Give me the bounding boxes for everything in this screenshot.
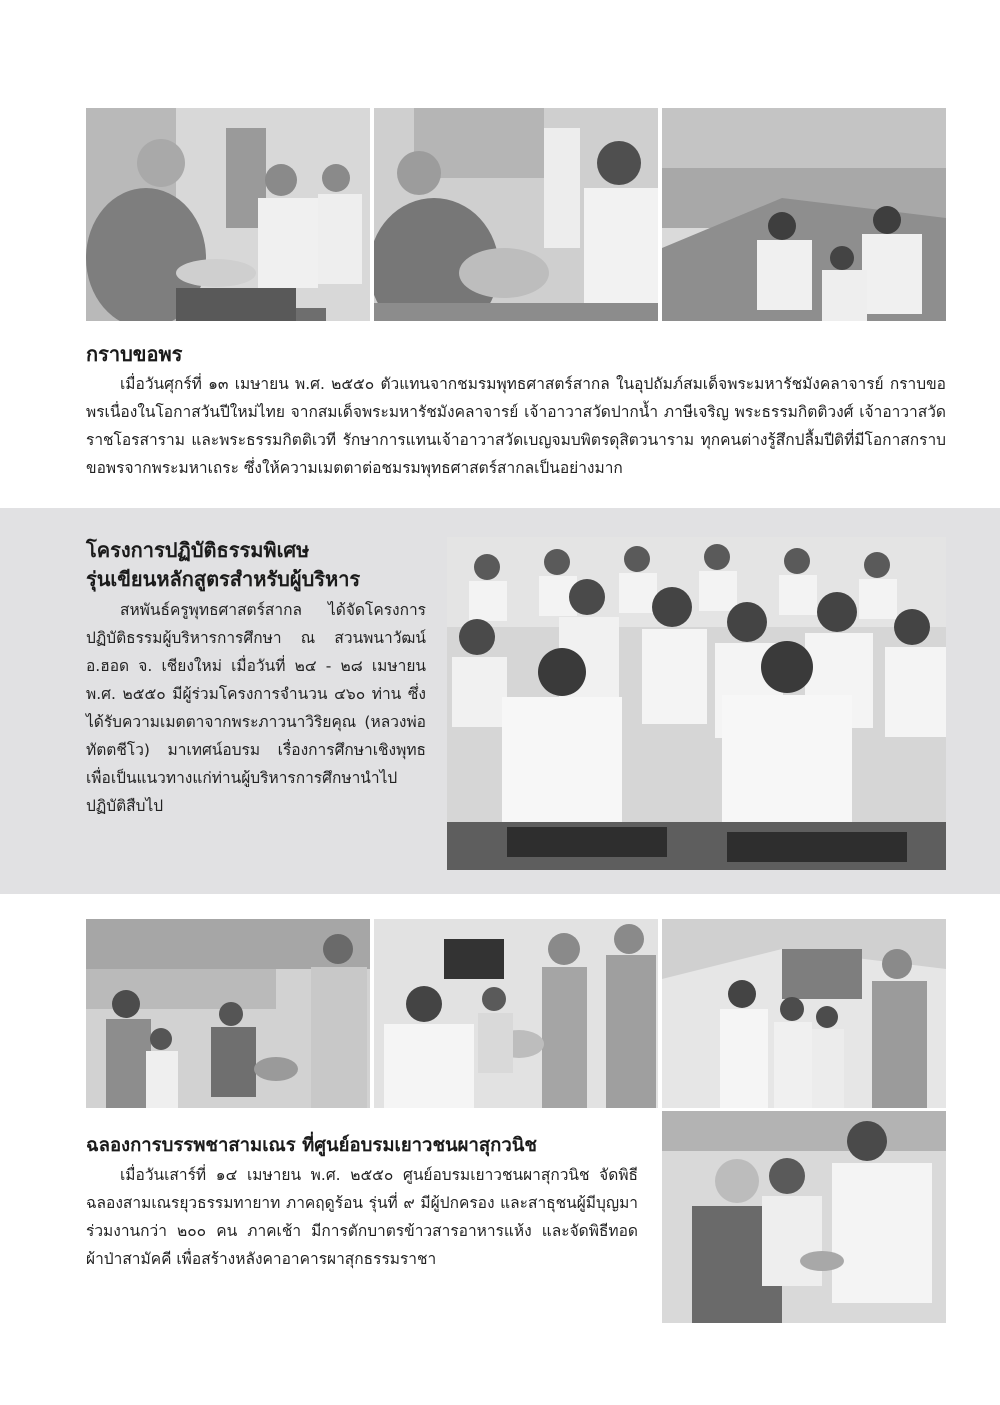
section-title-novice-celebration: ฉลองการบรรพชาสามเณร ที่ศูนย์อบรมเยาวชนผาสุกวนิช xyxy=(86,1135,537,1156)
photo-meditation-group xyxy=(447,537,946,870)
photo-alms-novices xyxy=(374,919,658,1108)
photo-alms-children xyxy=(86,919,370,1108)
photo-elders-blessing xyxy=(662,1111,946,1323)
photo-monk-blessing xyxy=(86,108,370,321)
section-body-blessing: เมื่อวันศุกร์ที่ ๑๓ เมษายน พ.ศ. ๒๕๕๐ ตัวแทนจากชมรมพุทธศาสตร์สากล ในอุปถัมภ์สมเด็จพระมหารัชมังคลาจารย์ กราบขอพรเนื่องในโอกาสวันปีใหม่ไทย จากสมเด็จพระมหารัชมังคลาจารย์ เจ้าอาวาสวัดปากน้ำ ภาษีเจริญ พระธรรมกิตติวงศ์ เจ้าอาวาสวัดราชโอรสาราม และพระธรรมกิตติเวที รักษาการแทนเจ้าอาวาสวัดเบญจมบพิตรดุสิตวนาราม ทุกคนต่างรู้สึกปลื้มปีติที่มีโอกาสกราบขอพรจากพระมหาเถระ ซึ่งให้ความเมตตาต่อชมรมพุทธศาสตร์สากลเป็นอย่างมาก xyxy=(86,375,946,477)
section-title-blessing: กราบขอพร xyxy=(86,342,183,366)
section-title-meditation-line2: รุ่นเขียนหลักสูตรสำหรับผู้บริหาร xyxy=(86,567,361,591)
photo-water-pouring xyxy=(374,108,658,321)
section-body-meditation: สหพันธ์ครูพุทธศาสตร์สากล ได้จัดโครงการปฏิบัติธรรมผู้บริหารการศึกษา ณ สวนพนาวัฒน์ อ.ฮอด จ. เชียงใหม่ เมื่อวันที่ ๒๔ - ๒๘ เมษายน พ.ศ. ๒๕๕๐ มีผู้ร่วมโครงการจำนวน ๔๖๐ ท่าน ซึ่งได้รับความเมตตาจากพระภาวนาวิริยคุณ (หลวงพ่อทัตตชีโว) มาเทศน์อบรม เรื่องการศึกษาเชิงพุทธ เพื่อเป็นแนวทางแก่ท่านผู้บริหารการศึกษานำไปปฏิบัติสืบไป xyxy=(86,601,426,815)
photo-alms-line xyxy=(662,919,946,1108)
section-title-meditation-line1: โครงการปฏิบัติธรรมพิเศษ xyxy=(86,538,310,562)
section-body-novice-celebration: เมื่อวันเสาร์ที่ ๑๔ เมษายน พ.ศ. ๒๕๕๐ ศูนย์อบรมเยาวชนผาสุกวนิช จัดพิธีฉลองสามเณรยุวธรรมทายาท ภาคฤดูร้อน รุ่นที่ ๙ มีผู้ปกครอง และสาธุชนผู้มีบุญมาร่วมงานกว่า ๒๐๐ คน ภาคเช้า มีการตักบาตรข้าวสารอาหารแห้ง และจัดพิธีทอดผ้าป่าสามัคคี เพื่อสร้างหลังคาอาคารผาสุกธรรมราชา xyxy=(86,1166,638,1268)
photo-group-blessing xyxy=(662,108,946,321)
